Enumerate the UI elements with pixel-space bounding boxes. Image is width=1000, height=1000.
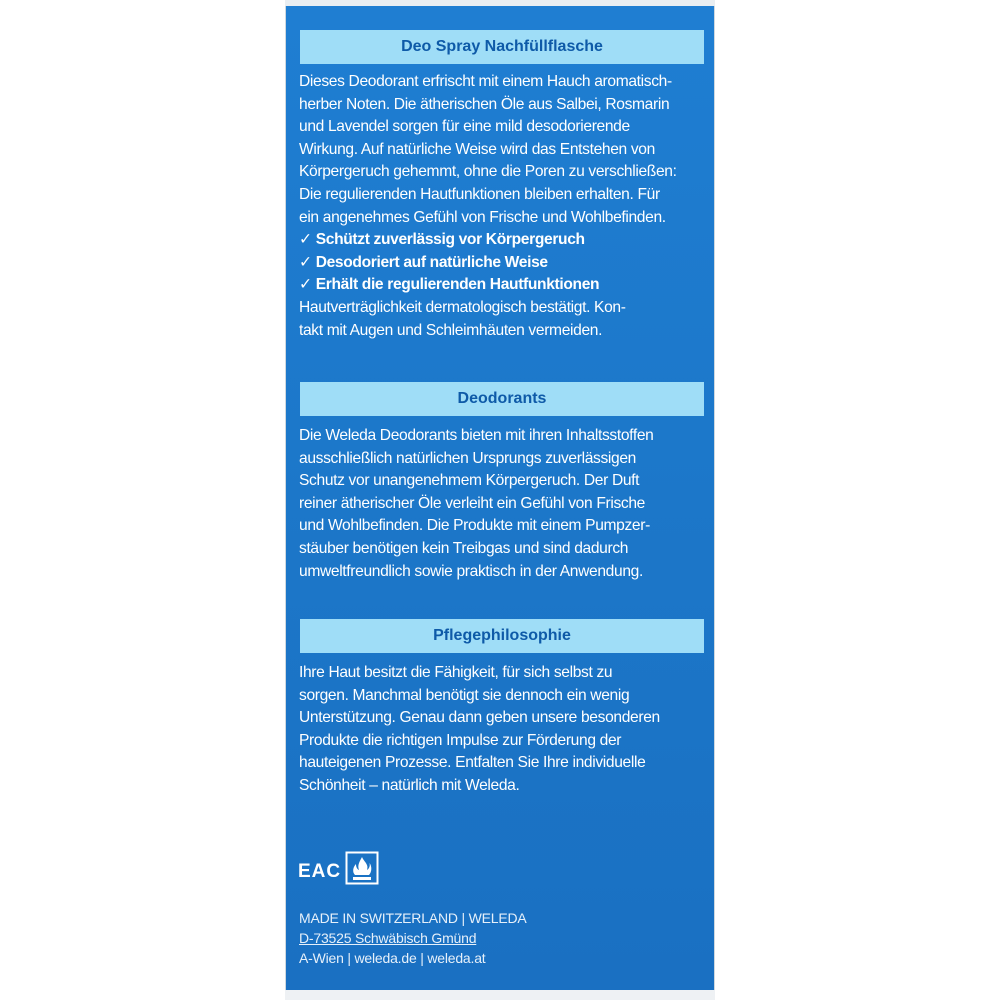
body-line: takt mit Augen und Schleimhäuten vermeiden. bbox=[299, 321, 603, 339]
body-line: Produkte die richtigen Impulse zur Förderung der bbox=[299, 731, 622, 749]
body-line: reiner ätherischer Öle verleiht ein Gefühl von Frische bbox=[299, 494, 645, 512]
body-line: Die regulierenden Hautfunktionen bleiben erhalten. Für bbox=[299, 185, 660, 203]
section-heading-pflegephilosophie: Pflegephilosophie bbox=[300, 619, 704, 653]
footer-line-origin: MADE IN SWITZERLAND | WELEDA bbox=[299, 910, 527, 926]
flammable-icon bbox=[345, 851, 379, 885]
body-line: Unterstützung. Genau dann geben unsere besonderen bbox=[299, 709, 660, 727]
body-line: Körpergeruch gehemmt, ohne die Poren zu verschließen: bbox=[299, 163, 677, 181]
benefit-check-item: ✓ Erhält die regulierenden Hautfunktionen bbox=[299, 276, 600, 294]
footer-line-address: D-73525 Schwäbisch Gmünd bbox=[299, 930, 477, 946]
section-body-deo-spray bbox=[299, 71, 707, 342]
package-bottom-edge bbox=[285, 990, 715, 1000]
benefit-check-item: ✓ Schützt zuverlässig vor Körpergeruch bbox=[299, 231, 585, 249]
body-line: und Lavendel sorgen für eine mild desodorierende bbox=[299, 118, 630, 136]
body-line: Wirkung. Auf natürliche Weise wird das Entstehen von bbox=[299, 140, 655, 158]
body-line: Ihre Haut besitzt die Fähigkeit, für sich selbst zu bbox=[299, 664, 613, 681]
body-line: Dieses Deodorant erfrischt mit einem Hauch aromatisch- bbox=[299, 73, 672, 90]
body-line: hauteigenen Prozesse. Entfalten Sie Ihre individuelle bbox=[299, 754, 646, 772]
section-heading-deodorants: Deodorants bbox=[300, 382, 704, 416]
section-heading-deo-spray: Deo Spray Nachfüllflasche bbox=[300, 30, 704, 64]
body-line: Die Weleda Deodorants bieten mit ihren Inhaltsstoffen bbox=[299, 427, 654, 444]
body-line: ausschließlich natürlichen Ursprungs zuverlässigen bbox=[299, 449, 636, 467]
body-line: sorgen. Manchmal benötigt sie dennoch ein wenig bbox=[299, 686, 630, 704]
body-line: herber Noten. Die ätherischen Öle aus Salbei, Rosmarin bbox=[299, 95, 670, 113]
section-body-deodorants bbox=[299, 425, 707, 583]
manufacturer-footer bbox=[299, 908, 527, 968]
body-line: Hautverträglichkeit dermatologisch bestätigt. Kon- bbox=[299, 298, 626, 316]
package-back-panel bbox=[285, 6, 715, 992]
benefit-check-item: ✓ Desodoriert auf natürliche Weise bbox=[299, 253, 548, 271]
body-line: Schönheit – natürlich mit Weleda. bbox=[299, 776, 520, 794]
section-body-pflegephilosophie bbox=[299, 662, 707, 798]
body-line: und Wohlbefinden. Die Produkte mit einem Pumpzer- bbox=[299, 517, 650, 535]
body-line: stäuber benötigen kein Treibgas und sind dadurch bbox=[299, 539, 629, 557]
body-line: Schutz vor unangenehmem Körpergeruch. Der Duft bbox=[299, 472, 640, 490]
footer-line-websites: A-Wien | weleda.de | weleda.at bbox=[299, 950, 486, 966]
eac-mark: EAC bbox=[298, 861, 342, 882]
body-line: ein angenehmes Gefühl von Frische und Wohlbefinden. bbox=[299, 208, 666, 226]
body-line: umweltfreundlich sowie praktisch in der Anwendung. bbox=[299, 562, 643, 580]
